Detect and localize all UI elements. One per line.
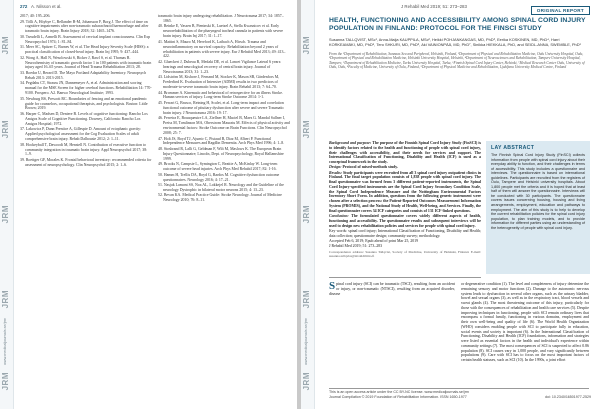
running-header [20, 4, 62, 9]
reference-item: 30. Tseudelli L, Armelli B. Assessment of cervical implant consciousness. Clin Exp Neuropsychol 1974; 1: 81–84. [20, 34, 151, 44]
jrm-strip-mark: JRM [1, 120, 10, 139]
intro-column-1 [329, 282, 455, 296]
left-page [0, 0, 297, 409]
reference-item: 2017; 40: 195–206. [20, 14, 51, 18]
reference-item: 49. Brooks N, Campsie L, Symington C, Beattie A, McKinlay W. Long-term outcome of severe head injuries. Arch Phys Med Rehabil 2017; 82: 1-16. [158, 162, 278, 172]
jrm-strip-mark: JRM [302, 372, 311, 391]
abstract [329, 141, 481, 258]
original-report-badge: ORIGINAL REPORT [531, 6, 590, 15]
journal-link[interactable]: www.medicaljournals.se/jrm [3, 318, 7, 365]
jrm-strip-mark: JRM [1, 205, 10, 224]
journal-header: J Rehabil Med 2019; 51: 273–283 [401, 4, 467, 9]
reference-item: 38. Hockeyball T, Dawoodi M, Henstell N. Contribution of executive function to community integration in traumatic brain injury. Appl Neuropsychol 2017; 38: 1–9. [20, 142, 148, 157]
reference-item: 40. Reinke E, Vassen B, Pieninski K, Luetzel A, Stella Kwasnicov et al. Early neurorehabilitation of the pharyngeal tracheal cannula in patients with severe brain injury. Brain Inj 2017; 31: 1–17. [158, 24, 284, 39]
reference-item: 45. Ferrari G, Brusco, Reining H, Scalet, et al. Long-term impact and correlation functional outcome of pituitary dysfunction after severe and severe Traumatic brain injury. J Neurotrauma 2016: 19: 17. [158, 100, 285, 115]
citation: J Rehabil Med 2019; 51: 273–283 [329, 244, 383, 249]
jrm-strip-mark: JRM [1, 290, 10, 309]
side-strip [0, 0, 14, 409]
abstract-conclusion-label: Conclusion: [329, 214, 349, 219]
reference-item: 44. Brommer A. Kinematic and behavioral of retrospective for an illness Stroke. Human services of injury. Long-term Stroke Outcome 2014: 1-1. [158, 90, 283, 100]
lay-abstract-box [486, 141, 590, 274]
reference-item: 35. Newburg RS, Prescott RC. Boundaries of fencing and an emotional pandemic guide for counselors, occupational therapists, and psychologists. Boston: Little Brown; 2019. [20, 96, 148, 111]
reference-item: 34. Pegdahu CT, Strauss JN, Dannemeyer A, et al. Administration and scoring manual for the MSE Screen for higher cerebral functions. Rehabilitation 14: 770-9100. Prospero. A2. Banwo Neurological Institute; 1993. [20, 81, 152, 96]
jrm-strip-mark: JRM [1, 372, 10, 391]
references-column-1 [20, 14, 152, 168]
reference-item: 46. Ferreira E, Bouaqueuire LA, Ziellner H, Maciel B, Maes G. Mandal Sallner I, Preiss M, Tomlinson MA, Oberstrom Mauratu M. Effects of physical activity and environmental factors: Stroke Outcome on Brain Functions. Clin Neuropsychol 2008; 25: 7. [158, 116, 290, 135]
divider [329, 277, 481, 278]
reference-item: 48. Stosbrand R, Lalli G, Geldman F, Wilt M, Maslows K. The European Brain Injury Questionnaire; Lincoln, Dept. of Neuropsychology, Royal Hallamshire 1999. [158, 146, 284, 161]
jrm-strip-mark: JRM [1, 36, 10, 55]
side-strip [301, 0, 315, 409]
lay-abstract-text: The Finnish Spinal Cord Injury Study (FinSCI) collects information from people with spinal cord injury about their everyday ability to function, and their challenges in terms of accessibility. This study includes a questionnaire and interviews. The questionnaire is based on international guidelines. Participants are recruited from the registers of Oulu, Tampere and Helsinki university hospitals. About 1,800 people met the criteria and it is hoped that at least half of them will answer the questionnaire. Interviews will be conducted with 30 participants. The questionnaire covers issues concerning housing, housing and living arrangements, employment, education and pathways to employment. The aim of this study is to help to develop the current rehabilitation policies for the spinal cord injury population, to plan training models, and to provide information for different parties using an understanding of the heterogeneity of people with spinal cord injury. [491, 153, 585, 230]
accepted-date: Accepted Feb 6, 2019; Epub ahead of print Mar 25, 2019 [329, 238, 419, 243]
abstract-design-label: Design: [329, 165, 342, 170]
intro-column-2: or degenerative condition (1). The level and completeness of injury determine the remaining sensory and motor functions (2). Damage to the autonomic nervous system leads to dysfunction in several other organs, such as the urinary bladder, bowel and sexual organs (3), as well as in the respiratory tract, blood vessels and sweat glands (4). The most threatening outcome of this injury, particularly for those with the consequences of rehabilitation and health care services (5). Despite improving techniques in functioning, people with SCI remain ordinary lives that encompass a formal family, functioning in various domains, employment and their own well-being and quality of life (6). The World Health Organization (WHO) considers enabling people with SCI to participate fully in education, social events and society is important (6). In the International Classification of Functioning, Disability and Health (ICF) foundations, information and strategies were listed as essential factors in the health and individual's experience within community settings (7). The most consequences of SCI is suspected to affect 0.86 population (8). SCI causes vary in 1,000 people, and vary significantly between populations (9). Care with SCI has to focus on the most important factors of certain health statuses, such as SCI (10). In the 1990s, a joint effort [461, 282, 589, 362]
reference-item: 29. Tölli A, Höybye C, Bellander B-M, Johansson F, Borg J. The effect of time on cognitive impairments after non-traumatic subarachnoid haemorrhage and after traumatic brain injury. Brain Injury 2018; 32: 1465–1476. [20, 19, 149, 34]
abstract-design: Protocol of mixed-methods study. [342, 165, 399, 170]
reference-item: 36. Harper C, Madsen D, Deniere B. Levels of cognitive functioning: Rancho Los Amigos Scale of Cognitive Functioning. Downey, California: Rancho Los Amigos Hospital; 1972. [20, 111, 148, 126]
reference-item: 50. Hamm H, Trellis DA, Boyd G, Bardos M. Cognitive dysfunction outcome questionnaires. Neurology 2016; 4: 17–21. [158, 172, 280, 182]
author-list: Susanna TALLQVIST, MSc¹, Anna-Maija KAUPPILA, MSc², Heikki POHJANKANGAS, MD, PhD³, Eerika KOSKINEN, MD, PhD⁴, Harri KORKEAMÄKI, MD, PhD⁵, Tero SHKURI, MD, PhD⁶, Aki VAINIONPÄÄ, MD, PhD⁷, Sinikka HIEKKALA, PhD, and SEIDL-ANNA, SWEMBLE, PhD¹ [329, 37, 581, 47]
dropcap: S [329, 280, 336, 292]
abstract-conclusion: The formulated questionnaire covers widely different aspects of health, functioning and accessibility. The questionnaire results and subsequent interviews will be used to design new rehabilitation policies and services for people with spinal cord injury. [329, 214, 481, 228]
reference-item: 31. Meer SC, Spitzer C, Barnes W, et al. The Head Injury Severity Scale (HISS): a practical classification of closed-head injury. Brain Inj 1995; 9: 437–444. [20, 45, 149, 55]
journal-link[interactable]: www.medicaljournals.se/jrm [304, 318, 308, 365]
abstract-objectives-label: Background and purpose: [329, 141, 372, 145]
abstract-objectives: The purpose of the Finnish Spinal Cord Injury Study (FinSCI) is to identify factors related to the health and functioning of people with spinal cord injury, their challenges with accessibility, and their needs for services and support. The International Classification of Functioning, Disability and Health (ICF) is used as a conceptual framework in the study. [329, 141, 481, 164]
reference-item: 42. Glueckert J, Dubeau B, Medaki DE, et al. Lancet Vigilance Lateral 6 years: hearings and neurological recovery of central brain injury. Journal of Neurotrauma 2013; 31: 1–23. [158, 59, 282, 74]
jrm-strip-mark: JRM [302, 290, 311, 309]
footer-rule [329, 388, 589, 389]
reference-item: 47. Holt JS, Boyd TJ, Ajurnir C, Pistaud B, Diaz M, Albert P. Functional Independence Measures and Ragdlin Dementia. Arch Phys Med 1996; 4: 1–8. [158, 136, 285, 146]
references-column-2 [158, 14, 290, 204]
reference-item: traumatic brain injury undergoing rehabilitation. J Neurotrauma 2017; 34: 1857–1865. [158, 14, 284, 23]
doi[interactable]: doi: 10.2340/16501977-2529 [545, 395, 591, 399]
lay-abstract-heading: LAY ABSTRACT [491, 145, 535, 151]
right-page [301, 0, 600, 409]
jrm-strip-mark: JRM [302, 36, 311, 55]
reference-item: 41. Mattini S, Mauro M, Hereford K, Laibach A, Hirsch. Trauma and neuroinflammatory on survival capacity: Rehabilitation beyond 2 years of rehabilitation in patients with severe injury. Eur J Rehabil Med 2013; 49: 413–422. [158, 39, 286, 59]
abstract-results: Study participants were recruited from all 3 spinal cord injury outpatient clinics in Finland. The final target population consists of 1,838 people with spinal cord injury. The final questionnaire was formed from 3 different patient-reported instruments, the Spinal Cord Injury-specified instruments are the Spinal Cord Injury Secondary Condition Scale, the Spinal Cord Independence Measure and the Nottingham Environmental Factors Inventory Short Form. In addition, questions from the following generic instrument were chosen after a selection process: the Patient-Reported Outcomes Measurement Information System (PROMIS), and the National Study of Health, Well-being, and Services. Finally, the final questionnaire covers 34 ICF categories and consists of 131 ICF-linked questions. [329, 170, 481, 213]
reference-item: 39. Roettger GF, Morales K. Frontal behavioral inventory: recommended criteria for assessment of neuropsychology. Clin Neuropsychol 2015; 2: 1–6. [20, 157, 152, 167]
running-author: A. Nilsson et al. [31, 4, 62, 9]
reference-item: 51. Nasjak Lamont SS, Noa AL, Lokkejel R. Neurology and the Guideline of the neurology Dystrophic in bilateral motor neurons 2015; 4: 13–23. [158, 183, 284, 192]
affiliations: From the ¹Department of Rehabilitation, Sunnaas Sea and Peripheral, Helsinki, Finland, ²Department of Physical and Rehabilitation Medicine, Oulu University Hospital, Oulu, ³Department of Physical and Rehabilitation Medicine, Helsinki University Hospital, Helsinki, ⁴Department of Neurosciences and Rehabilitation, Tampere University Hospital, Tampere, ⁵Department of Rehabilitation Medicine, Turku University Hospital, Turku, ⁶Finnish Spinal Cord Injury Center, Helsinki, ⁷Medical Research Center Oulu, University of Oulu, Oulu, ⁸Faculty of Medicine, University of Oulu, Finland, ⁹Department of Physical Medicine and Rehabilitation, Ljubljana University Medical Centre, Finland [329, 52, 585, 70]
publisher-footer: Journal Compilation © 2019 Foundation of Rehabilitation Information. ISSN 1650-1977 [329, 395, 467, 399]
license-footer: This is an open access article under the CC BY-NC license. www.medicaljournals.se/jrm [329, 390, 469, 394]
jrm-strip-mark: JRM [302, 120, 311, 139]
keywords: Key words: spinal cord injury; International Classification of Functioning, Disability and Health; data collection; questionnaire design; community survey; methodology. [329, 228, 481, 238]
article-title: HEALTH, FUNCTIONING AND ACCESSIBILITY AMONG SPINAL CORD INJURY POPULATION IN FINLAND: PROTOCOL FOR THE FINSCI STUDY [329, 17, 586, 32]
intro-text-1: pinal cord injury (SCI) can be traumatic (TSCI), resulting from an accident or injury, or non-traumatic (NTSCI), resulting from an acquired disorder, disease [329, 282, 455, 296]
jrm-strip-mark: JRM [302, 205, 311, 224]
reference-item: 33. Roedar U, Berard D. The Mayo Portland Adaptability Inventory. Neuropsych Rehab 2013: 2013-2015. [20, 70, 147, 80]
page-number: 272 [20, 4, 28, 9]
reference-item: 37. Lakowicz P, Dunn Prentice A, Gillespie D. Amount of ectophanic gravity: Applied psychological assessment for the Cog Evaluation Scales of adult comprehensive brain injury. Rehab Dalhousie 2012; 2: 1–11. [20, 127, 142, 142]
correspondence: Correspondence address: Susanna Tallqvist, Society of Medicine, University of Helsinki, Finland. E-mail: susanna.tallqvist@invalidiliitto.fi [329, 249, 481, 258]
reference-item: 43. Lidström M, Kishore J, Fernand M, Stocker K, Mason SR, Gärdenfors M, Frederlind K. Evaluation of Intensive (ADMI) results in two predictors of moderate-to-severe traumatic brain injury. Brain Rehabil 2013; 7: 64–70. [158, 75, 280, 90]
reference-item: 32. Wong A, Hall N, Wesolowski S, Ricker J, Rawl S, et al. Thomas R. Neurochemistry of traumatic growth factor 1 in 100 patients with traumatic brain injury aged 16–65 years. Journal of Head Trauma Rehabilitation 2013; 28. [20, 55, 152, 70]
reference-item: 52. Bevan KA. Medical Practice Guide: Stroke Neurology. Journal of Medicine Neurology 2010; 76: 8–11. [158, 193, 282, 203]
abstract-results-label: Results: [329, 170, 342, 175]
